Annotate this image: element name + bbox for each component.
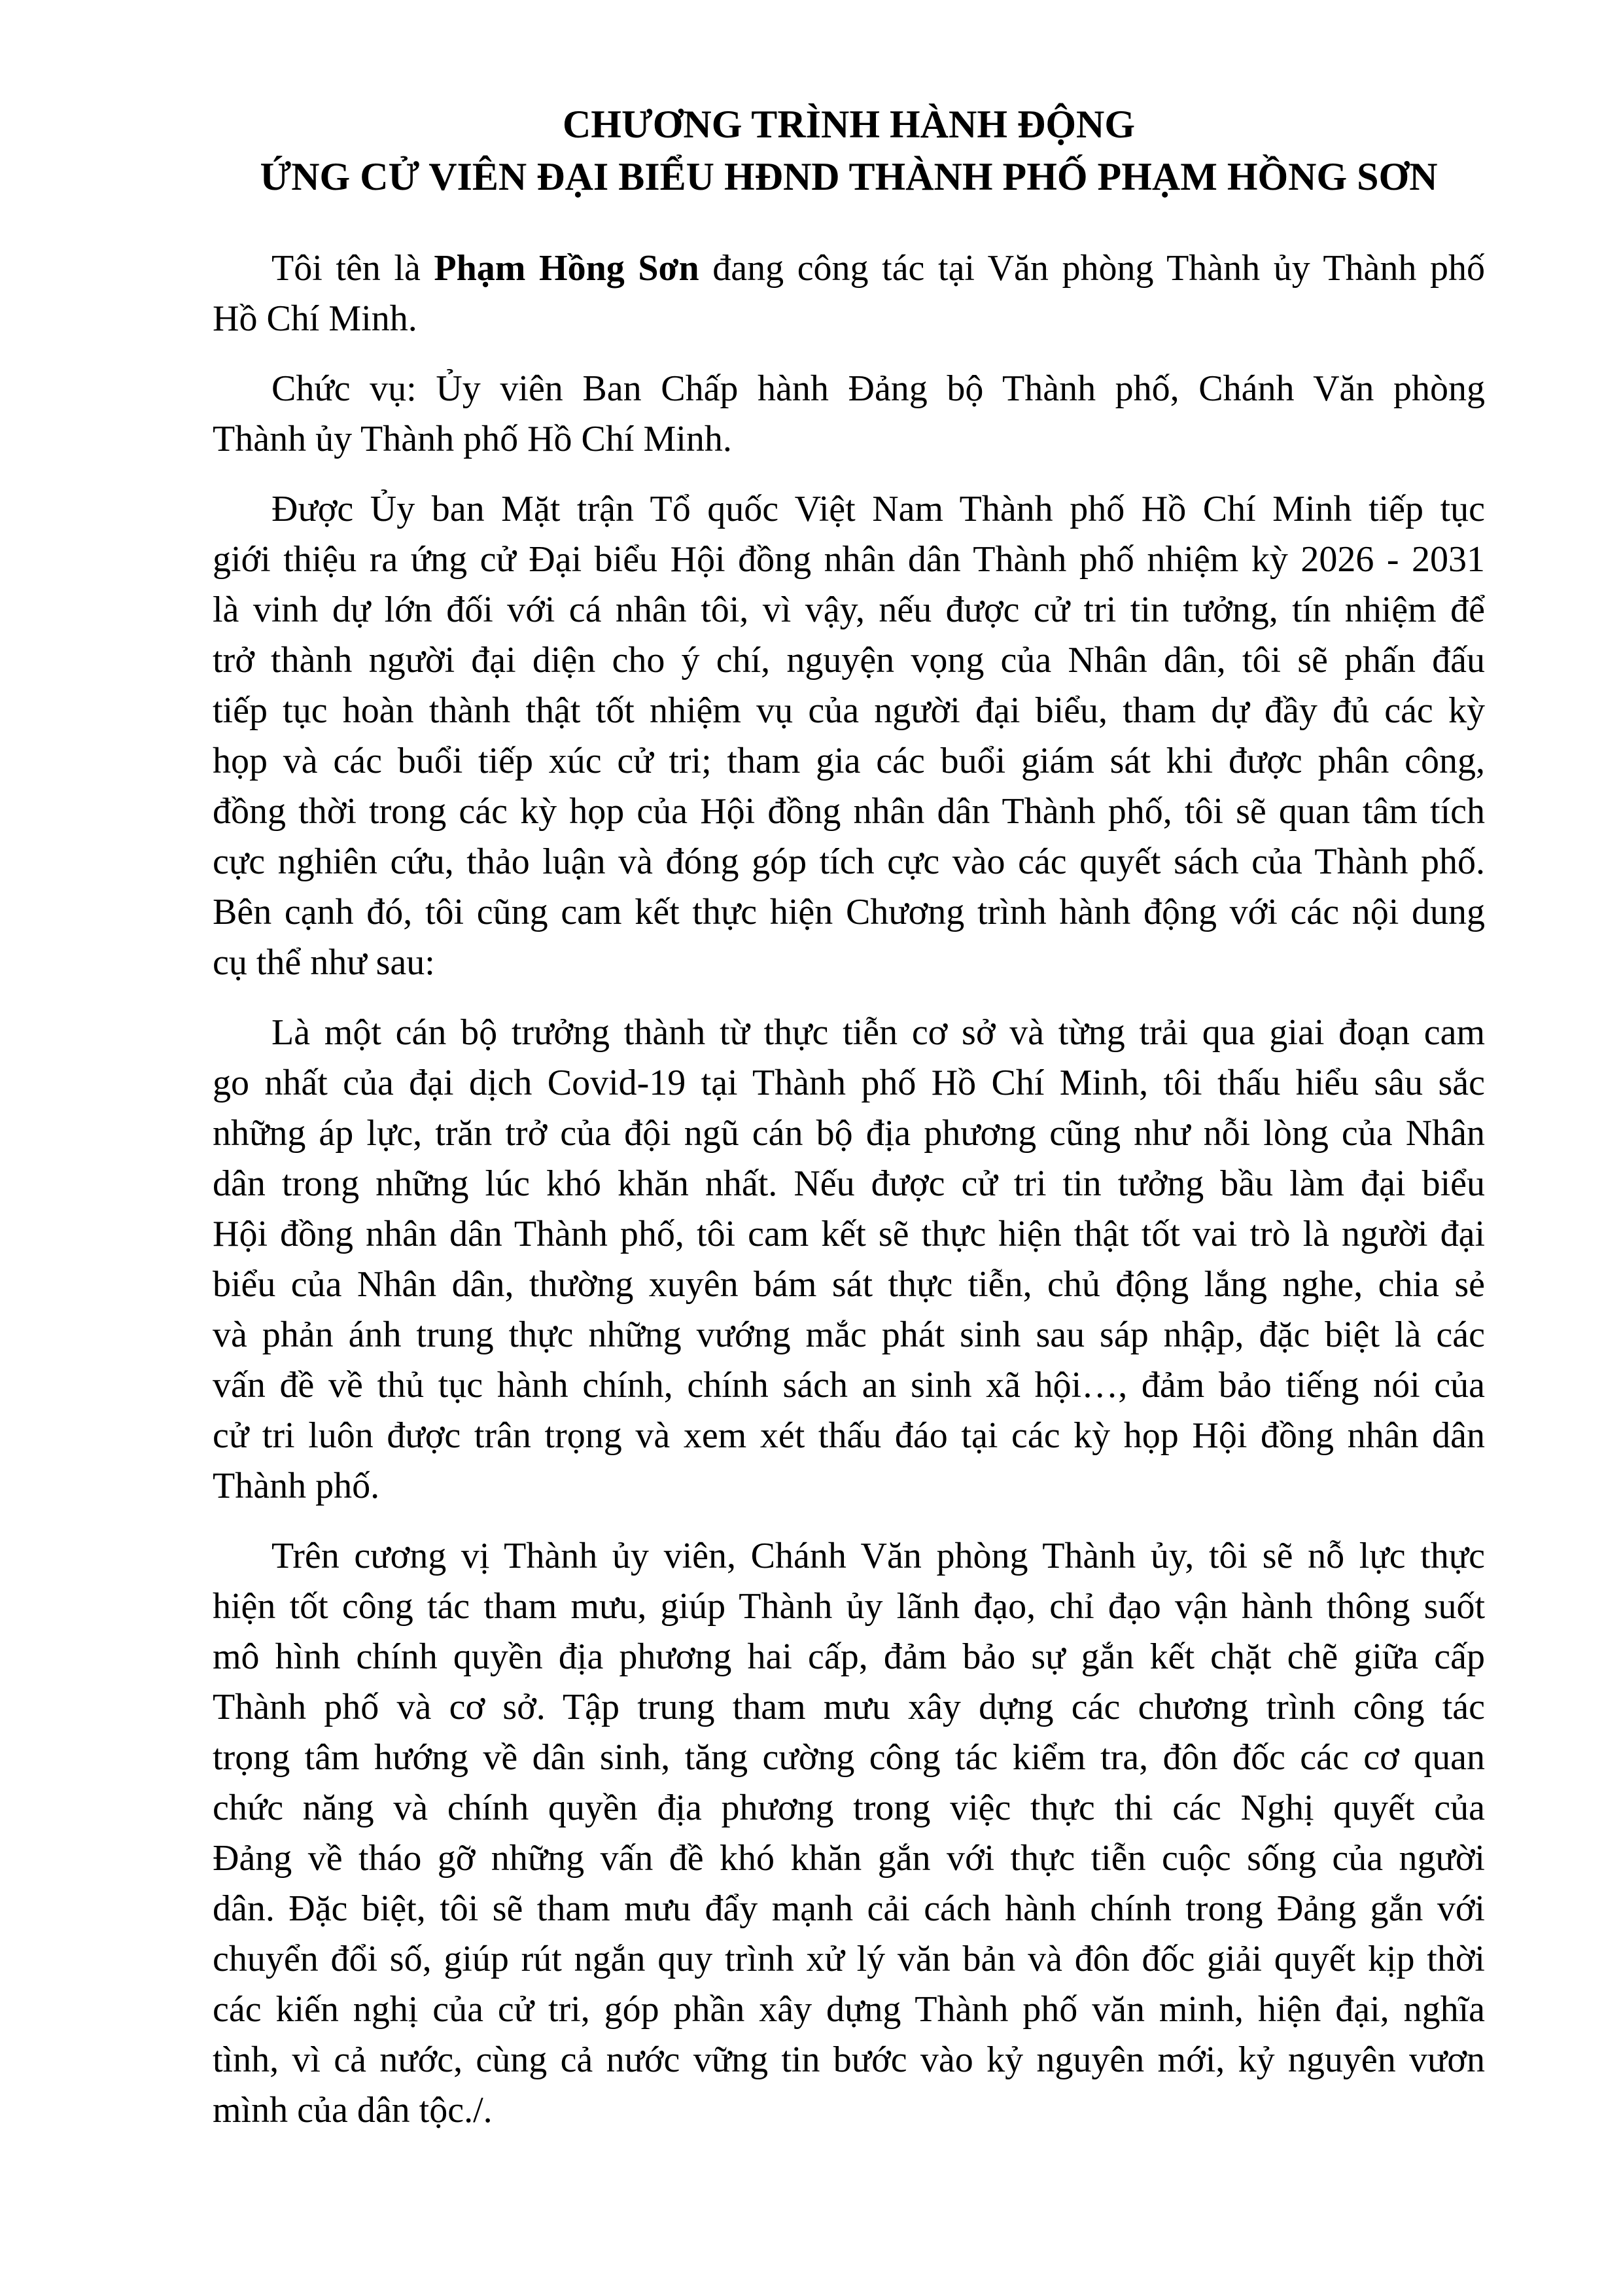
text-line	[213, 243, 1485, 294]
text-line: Là một cán bộ trưởng thành từ thực tiễn cơ sở và từng trải qua giai đoạn cam	[271, 1012, 1485, 1053]
paragraph	[213, 484, 1485, 988]
text-line: Chức vụ: Ủy viên Ban Chấp hành Đảng bộ Thành phố, Chánh Văn phòng	[271, 368, 1485, 409]
text-line: các kiến nghị của cử tri, góp phần xây dựng Thành phố văn minh, hiện đại, nghĩa	[213, 1989, 1485, 2030]
text-line: trọng tâm hướng về dân sinh, tăng cường công tác kiểm tra, đôn đốc các cơ quan	[213, 1737, 1485, 1778]
text-line: chuyển đổi số, giúp rút ngắn quy trình xử lý văn bản và đôn đốc giải quyết kịp thời	[213, 1939, 1485, 1979]
text-line: Hồ Chí Minh.	[213, 298, 417, 339]
paragraph	[213, 364, 1485, 465]
text-line: Thành phố.	[213, 1466, 380, 1506]
text-line: Thành ủy Thành phố Hồ Chí Minh.	[213, 419, 732, 459]
text-line: và phản ánh trung thực những vướng mắc phát sinh sau sáp nhập, đặc biệt là các	[213, 1315, 1485, 1355]
text-line: giới thiệu ra ứng cử Đại biểu Hội đồng nhân dân Thành phố nhiệm kỳ 2026 - 2031	[213, 539, 1485, 580]
text-line: Được Ủy ban Mặt trận Tổ quốc Việt Nam Thành phố Hồ Chí Minh tiếp tục	[271, 489, 1485, 529]
text-run: đang công tác tại Văn phòng Thành ủy Thành phố	[699, 248, 1486, 289]
text-line: cử tri luôn được trân trọng và xem xét thấu đáo tại các kỳ họp Hội đồng nhân dân	[213, 1415, 1485, 1456]
document-title-line1: CHƯƠNG TRÌNH HÀNH ĐỘNG	[562, 103, 1136, 146]
document-content	[213, 98, 1485, 2136]
text-line: Trên cương vị Thành ủy viên, Chánh Văn phòng Thành ủy, tôi sẽ nỗ lực thực	[271, 1536, 1485, 1576]
paragraph	[213, 1531, 1485, 2136]
text-line: mình của dân tộc./.	[213, 2090, 493, 2130]
text-line: những áp lực, trăn trở của đội ngũ cán bộ địa phương cũng như nỗi lòng của Nhân	[213, 1113, 1485, 1154]
text-line: Hội đồng nhân dân Thành phố, tôi cam kết sẽ thực hiện thật tốt vai trò là người đại	[213, 1214, 1485, 1254]
document-body	[213, 243, 1485, 2136]
text-line: họp và các buổi tiếp xúc cử tri; tham gia các buổi giám sát khi được phân công,	[213, 741, 1485, 781]
paragraph	[213, 243, 1485, 344]
text-run: Tôi tên là	[271, 248, 434, 289]
text-line: vấn đề về thủ tục hành chính, chính sách an sinh xã hội…, đảm bảo tiếng nói của	[213, 1365, 1485, 1405]
text-line: mô hình chính quyền địa phương hai cấp, đảm bảo sự gắn kết chặt chẽ giữa cấp	[213, 1636, 1485, 1677]
text-line: biểu của Nhân dân, thường xuyên bám sát thực tiễn, chủ động lắng nghe, chia sẻ	[213, 1264, 1485, 1305]
text-line: cụ thể như sau:	[213, 942, 435, 983]
text-line: đồng thời trong các kỳ họp của Hội đồng nhân dân Thành phố, tôi sẽ quan tâm tích	[213, 791, 1485, 832]
candidate-name-bold: Phạm Hồng Sơn	[434, 248, 699, 289]
text-line: tình, vì cả nước, cùng cả nước vững tin bước vào kỷ nguyên mới, kỷ nguyên vươn	[213, 2040, 1485, 2080]
text-line: hiện tốt công tác tham mưu, giúp Thành ủy lãnh đạo, chỉ đạo vận hành thông suốt	[213, 1586, 1485, 1627]
text-line: Thành phố và cơ sở. Tập trung tham mưu xây dựng các chương trình công tác	[213, 1687, 1485, 1727]
document-title	[213, 98, 1485, 203]
document-title-line2: ỨNG CỬ VIÊN ĐẠI BIỂU HĐND THÀNH PHỐ PHẠM HỒNG SƠN	[260, 155, 1438, 198]
text-line: cực nghiên cứu, thảo luận và đóng góp tích cực vào các quyết sách của Thành phố.	[213, 841, 1485, 882]
text-line: dân trong những lúc khó khăn nhất. Nếu được cử tri tin tưởng bầu làm đại biểu	[213, 1163, 1485, 1204]
paragraph	[213, 1008, 1485, 1511]
text-line: Đảng về tháo gỡ những vấn đề khó khăn gắn với thực tiễn cuộc sống của người	[213, 1838, 1485, 1879]
text-line: trở thành người đại diện cho ý chí, nguyện vọng của Nhân dân, tôi sẽ phấn đấu	[213, 640, 1485, 680]
text-line: tiếp tục hoàn thành thật tốt nhiệm vụ của người đại biểu, tham dự đầy đủ các kỳ	[213, 690, 1485, 731]
text-line: Bên cạnh đó, tôi cũng cam kết thực hiện Chương trình hành động với các nội dung	[213, 892, 1485, 932]
text-line: chức năng và chính quyền địa phương trong việc thực thi các Nghị quyết của	[213, 1788, 1485, 1828]
text-line: dân. Đặc biệt, tôi sẽ tham mưu đẩy mạnh cải cách hành chính trong Đảng gắn với	[213, 1888, 1485, 1929]
text-line: go nhất của đại dịch Covid-19 tại Thành phố Hồ Chí Minh, tôi thấu hiểu sâu sắc	[213, 1063, 1485, 1103]
text-line: là vinh dự lớn đối với cá nhân tôi, vì vậy, nếu được cử tri tin tưởng, tín nhiệm để	[213, 590, 1485, 630]
